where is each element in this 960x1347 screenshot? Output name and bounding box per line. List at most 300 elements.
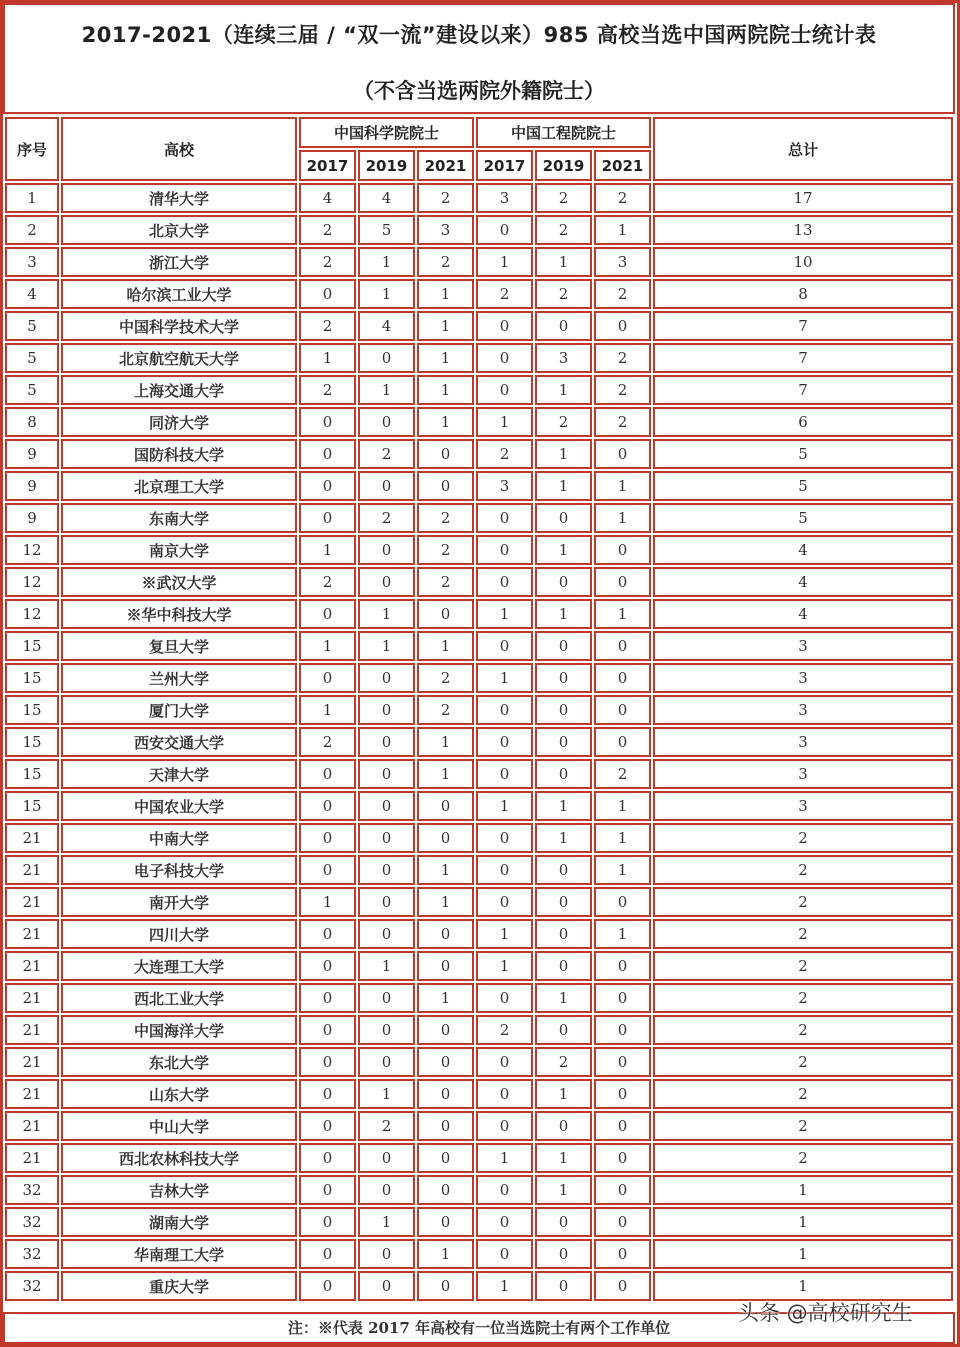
school-cell: 四川大学 bbox=[61, 919, 297, 949]
value-cell: 0 bbox=[358, 1143, 415, 1173]
table-row bbox=[5, 663, 953, 693]
value-cell: 0 bbox=[417, 951, 474, 981]
school-cell: 上海交通大学 bbox=[61, 375, 297, 405]
header-cas-2021: 2021 bbox=[417, 150, 474, 181]
value-cell: 0 bbox=[417, 1143, 474, 1173]
value-cell: 0 bbox=[594, 567, 651, 597]
value-cell: 0 bbox=[594, 1271, 651, 1301]
school-cell: 中国农业大学 bbox=[61, 791, 297, 821]
value-cell: 1 bbox=[358, 247, 415, 277]
value-cell: 1 bbox=[476, 407, 533, 437]
title-box bbox=[3, 3, 955, 114]
school-cell: 北京大学 bbox=[61, 215, 297, 245]
value-cell: 0 bbox=[417, 1047, 474, 1077]
total-cell: 13 bbox=[653, 215, 953, 245]
value-cell: 0 bbox=[417, 1175, 474, 1205]
value-cell: 0 bbox=[594, 311, 651, 341]
value-cell: 2 bbox=[417, 663, 474, 693]
total-cell: 2 bbox=[653, 951, 953, 981]
value-cell: 0 bbox=[594, 1239, 651, 1269]
table-row bbox=[5, 503, 953, 533]
value-cell: 0 bbox=[358, 567, 415, 597]
value-cell: 2 bbox=[594, 407, 651, 437]
value-cell: 0 bbox=[476, 1207, 533, 1237]
rank-cell: 4 bbox=[5, 279, 59, 309]
value-cell: 1 bbox=[535, 599, 592, 629]
school-cell: 湖南大学 bbox=[61, 1207, 297, 1237]
value-cell: 0 bbox=[358, 1047, 415, 1077]
value-cell: 0 bbox=[299, 503, 356, 533]
total-cell: 2 bbox=[653, 1079, 953, 1109]
header-cae-2019: 2019 bbox=[535, 150, 592, 181]
total-cell: 4 bbox=[653, 599, 953, 629]
value-cell: 1 bbox=[535, 1175, 592, 1205]
table-row bbox=[5, 631, 953, 661]
value-cell: 2 bbox=[299, 311, 356, 341]
total-cell: 3 bbox=[653, 727, 953, 757]
value-cell: 0 bbox=[476, 727, 533, 757]
value-cell: 2 bbox=[535, 215, 592, 245]
value-cell: 1 bbox=[358, 631, 415, 661]
value-cell: 0 bbox=[594, 1175, 651, 1205]
total-cell: 5 bbox=[653, 503, 953, 533]
value-cell: 1 bbox=[535, 791, 592, 821]
table-row bbox=[5, 343, 953, 373]
value-cell: 0 bbox=[358, 983, 415, 1013]
total-cell: 3 bbox=[653, 695, 953, 725]
value-cell: 1 bbox=[535, 1079, 592, 1109]
rank-cell: 12 bbox=[5, 567, 59, 597]
value-cell: 2 bbox=[594, 375, 651, 405]
value-cell: 1 bbox=[417, 375, 474, 405]
total-cell: 10 bbox=[653, 247, 953, 277]
value-cell: 0 bbox=[299, 855, 356, 885]
value-cell: 1 bbox=[417, 407, 474, 437]
rank-cell: 21 bbox=[5, 855, 59, 885]
value-cell: 0 bbox=[299, 919, 356, 949]
value-cell: 0 bbox=[417, 1207, 474, 1237]
school-cell: 复旦大学 bbox=[61, 631, 297, 661]
value-cell: 0 bbox=[299, 1079, 356, 1109]
table-row bbox=[5, 823, 953, 853]
value-cell: 1 bbox=[535, 983, 592, 1013]
table-row bbox=[5, 439, 953, 469]
value-cell: 0 bbox=[358, 695, 415, 725]
value-cell: 0 bbox=[594, 983, 651, 1013]
value-cell: 1 bbox=[417, 343, 474, 373]
value-cell: 2 bbox=[299, 567, 356, 597]
value-cell: 1 bbox=[417, 311, 474, 341]
value-cell: 0 bbox=[299, 1143, 356, 1173]
rank-cell: 2 bbox=[5, 215, 59, 245]
table-row bbox=[5, 279, 953, 309]
school-cell: 厦门大学 bbox=[61, 695, 297, 725]
school-cell: 南京大学 bbox=[61, 535, 297, 565]
value-cell: 0 bbox=[476, 1239, 533, 1269]
value-cell: 0 bbox=[358, 855, 415, 885]
school-cell: 中南大学 bbox=[61, 823, 297, 853]
rank-cell: 21 bbox=[5, 887, 59, 917]
total-cell: 2 bbox=[653, 855, 953, 885]
school-cell: 东南大学 bbox=[61, 503, 297, 533]
value-cell: 1 bbox=[417, 887, 474, 917]
table-row bbox=[5, 919, 953, 949]
value-cell: 2 bbox=[299, 247, 356, 277]
rank-cell: 5 bbox=[5, 375, 59, 405]
total-cell: 2 bbox=[653, 983, 953, 1013]
value-cell: 1 bbox=[299, 535, 356, 565]
value-cell: 0 bbox=[299, 951, 356, 981]
total-cell: 2 bbox=[653, 1143, 953, 1173]
rank-cell: 21 bbox=[5, 823, 59, 853]
value-cell: 0 bbox=[358, 1239, 415, 1269]
value-cell: 0 bbox=[417, 1271, 474, 1301]
value-cell: 1 bbox=[417, 727, 474, 757]
rank-cell: 32 bbox=[5, 1271, 59, 1301]
value-cell: 0 bbox=[476, 759, 533, 789]
rank-cell: 12 bbox=[5, 599, 59, 629]
value-cell: 2 bbox=[299, 727, 356, 757]
rank-cell: 21 bbox=[5, 1111, 59, 1141]
school-cell: 清华大学 bbox=[61, 183, 297, 213]
value-cell: 1 bbox=[417, 759, 474, 789]
value-cell: 2 bbox=[594, 279, 651, 309]
value-cell: 0 bbox=[535, 1015, 592, 1045]
value-cell: 0 bbox=[358, 791, 415, 821]
value-cell: 0 bbox=[594, 1207, 651, 1237]
total-cell: 17 bbox=[653, 183, 953, 213]
total-cell: 1 bbox=[653, 1271, 953, 1301]
rank-cell: 3 bbox=[5, 247, 59, 277]
value-cell: 0 bbox=[299, 439, 356, 469]
value-cell: 0 bbox=[594, 631, 651, 661]
footnote: 注：※代表 2017 年高校有一位当选院士有两个工作单位 bbox=[3, 1312, 955, 1344]
value-cell: 0 bbox=[594, 1047, 651, 1077]
table-row bbox=[5, 215, 953, 245]
value-cell: 0 bbox=[417, 791, 474, 821]
table-body bbox=[5, 183, 953, 1301]
value-cell: 2 bbox=[535, 279, 592, 309]
total-cell: 5 bbox=[653, 471, 953, 501]
rank-cell: 21 bbox=[5, 1015, 59, 1045]
value-cell: 0 bbox=[594, 439, 651, 469]
total-cell: 2 bbox=[653, 887, 953, 917]
value-cell: 0 bbox=[358, 471, 415, 501]
rank-cell: 32 bbox=[5, 1207, 59, 1237]
value-cell: 0 bbox=[535, 631, 592, 661]
value-cell: 2 bbox=[417, 535, 474, 565]
value-cell: 0 bbox=[476, 887, 533, 917]
value-cell: 0 bbox=[535, 663, 592, 693]
total-cell: 2 bbox=[653, 823, 953, 853]
table-row bbox=[5, 407, 953, 437]
value-cell: 0 bbox=[594, 887, 651, 917]
value-cell: 2 bbox=[358, 439, 415, 469]
rank-cell: 32 bbox=[5, 1175, 59, 1205]
rank-cell: 15 bbox=[5, 631, 59, 661]
table-row bbox=[5, 1047, 953, 1077]
rank-cell: 21 bbox=[5, 951, 59, 981]
total-cell: 5 bbox=[653, 439, 953, 469]
value-cell: 0 bbox=[594, 1015, 651, 1045]
value-cell: 0 bbox=[417, 1015, 474, 1045]
value-cell: 0 bbox=[476, 343, 533, 373]
total-cell: 2 bbox=[653, 919, 953, 949]
school-cell: 天津大学 bbox=[61, 759, 297, 789]
value-cell: 0 bbox=[476, 983, 533, 1013]
value-cell: 1 bbox=[594, 471, 651, 501]
value-cell: 1 bbox=[594, 791, 651, 821]
value-cell: 0 bbox=[417, 823, 474, 853]
value-cell: 0 bbox=[535, 311, 592, 341]
value-cell: 0 bbox=[358, 407, 415, 437]
table-row bbox=[5, 1079, 953, 1109]
total-cell: 4 bbox=[653, 567, 953, 597]
header-cas-2019: 2019 bbox=[358, 150, 415, 181]
value-cell: 5 bbox=[358, 215, 415, 245]
value-cell: 4 bbox=[358, 183, 415, 213]
table-row bbox=[5, 535, 953, 565]
value-cell: 0 bbox=[358, 1015, 415, 1045]
value-cell: 0 bbox=[299, 599, 356, 629]
value-cell: 0 bbox=[299, 1015, 356, 1045]
value-cell: 0 bbox=[299, 471, 356, 501]
value-cell: 0 bbox=[417, 599, 474, 629]
value-cell: 1 bbox=[358, 1079, 415, 1109]
value-cell: 0 bbox=[476, 567, 533, 597]
table-row bbox=[5, 183, 953, 213]
value-cell: 0 bbox=[594, 535, 651, 565]
value-cell: 1 bbox=[299, 695, 356, 725]
value-cell: 0 bbox=[476, 535, 533, 565]
value-cell: 0 bbox=[299, 791, 356, 821]
rank-cell: 8 bbox=[5, 407, 59, 437]
value-cell: 2 bbox=[476, 1015, 533, 1045]
value-cell: 0 bbox=[535, 1271, 592, 1301]
value-cell: 2 bbox=[417, 247, 474, 277]
value-cell: 3 bbox=[535, 343, 592, 373]
table-row bbox=[5, 727, 953, 757]
value-cell: 0 bbox=[476, 1079, 533, 1109]
value-cell: 0 bbox=[358, 343, 415, 373]
school-cell: ※华中科技大学 bbox=[61, 599, 297, 629]
value-cell: 0 bbox=[476, 311, 533, 341]
rank-cell: 21 bbox=[5, 1047, 59, 1077]
value-cell: 0 bbox=[594, 695, 651, 725]
school-cell: 西北工业大学 bbox=[61, 983, 297, 1013]
school-cell: 同济大学 bbox=[61, 407, 297, 437]
value-cell: 1 bbox=[535, 247, 592, 277]
value-cell: 1 bbox=[476, 919, 533, 949]
value-cell: 0 bbox=[535, 951, 592, 981]
school-cell: 重庆大学 bbox=[61, 1271, 297, 1301]
school-cell: 东北大学 bbox=[61, 1047, 297, 1077]
value-cell: 1 bbox=[476, 951, 533, 981]
school-cell: 华南理工大学 bbox=[61, 1239, 297, 1269]
value-cell: 2 bbox=[535, 1047, 592, 1077]
rank-cell: 1 bbox=[5, 183, 59, 213]
table-row bbox=[5, 887, 953, 917]
value-cell: 0 bbox=[299, 823, 356, 853]
rank-cell: 21 bbox=[5, 1079, 59, 1109]
value-cell: 1 bbox=[417, 983, 474, 1013]
value-cell: 1 bbox=[535, 535, 592, 565]
value-cell: 3 bbox=[476, 183, 533, 213]
value-cell: 1 bbox=[476, 663, 533, 693]
school-cell: 电子科技大学 bbox=[61, 855, 297, 885]
total-cell: 2 bbox=[653, 1015, 953, 1045]
value-cell: 0 bbox=[417, 1111, 474, 1141]
value-cell: 2 bbox=[535, 407, 592, 437]
value-cell: 1 bbox=[535, 471, 592, 501]
value-cell: 2 bbox=[476, 279, 533, 309]
rank-cell: 21 bbox=[5, 919, 59, 949]
value-cell: 0 bbox=[476, 503, 533, 533]
value-cell: 1 bbox=[535, 823, 592, 853]
table-row bbox=[5, 1015, 953, 1045]
value-cell: 2 bbox=[417, 183, 474, 213]
value-cell: 0 bbox=[358, 727, 415, 757]
value-cell: 2 bbox=[358, 503, 415, 533]
value-cell: 3 bbox=[417, 215, 474, 245]
rank-cell: 21 bbox=[5, 983, 59, 1013]
value-cell: 1 bbox=[535, 1143, 592, 1173]
total-cell: 6 bbox=[653, 407, 953, 437]
table-row bbox=[5, 311, 953, 341]
table-row bbox=[5, 471, 953, 501]
rank-cell: 5 bbox=[5, 311, 59, 341]
value-cell: 0 bbox=[535, 503, 592, 533]
school-cell: ※武汉大学 bbox=[61, 567, 297, 597]
value-cell: 0 bbox=[299, 279, 356, 309]
value-cell: 1 bbox=[299, 631, 356, 661]
value-cell: 0 bbox=[299, 1047, 356, 1077]
value-cell: 0 bbox=[535, 695, 592, 725]
table-row bbox=[5, 375, 953, 405]
value-cell: 3 bbox=[594, 247, 651, 277]
value-cell: 1 bbox=[594, 855, 651, 885]
value-cell: 2 bbox=[417, 695, 474, 725]
value-cell: 2 bbox=[358, 1111, 415, 1141]
value-cell: 0 bbox=[417, 919, 474, 949]
value-cell: 1 bbox=[299, 343, 356, 373]
rank-cell: 15 bbox=[5, 663, 59, 693]
value-cell: 1 bbox=[535, 375, 592, 405]
value-cell: 2 bbox=[535, 183, 592, 213]
value-cell: 0 bbox=[417, 439, 474, 469]
value-cell: 0 bbox=[358, 1175, 415, 1205]
value-cell: 1 bbox=[594, 503, 651, 533]
value-cell: 2 bbox=[299, 375, 356, 405]
value-cell: 2 bbox=[476, 439, 533, 469]
value-cell: 4 bbox=[358, 311, 415, 341]
academician-table bbox=[3, 115, 955, 1303]
school-cell: 哈尔滨工业大学 bbox=[61, 279, 297, 309]
total-cell: 3 bbox=[653, 631, 953, 661]
school-cell: 中山大学 bbox=[61, 1111, 297, 1141]
school-cell: 中国科学技术大学 bbox=[61, 311, 297, 341]
value-cell: 1 bbox=[594, 919, 651, 949]
table-row bbox=[5, 567, 953, 597]
value-cell: 2 bbox=[417, 503, 474, 533]
header-total: 总计 bbox=[653, 117, 953, 181]
school-cell: 兰州大学 bbox=[61, 663, 297, 693]
value-cell: 0 bbox=[535, 567, 592, 597]
school-cell: 南开大学 bbox=[61, 887, 297, 917]
value-cell: 0 bbox=[535, 1239, 592, 1269]
value-cell: 1 bbox=[358, 599, 415, 629]
table-row bbox=[5, 855, 953, 885]
value-cell: 2 bbox=[594, 759, 651, 789]
value-cell: 1 bbox=[476, 1143, 533, 1173]
header-cae-2021: 2021 bbox=[594, 150, 651, 181]
value-cell: 0 bbox=[299, 1239, 356, 1269]
header-cae: 中国工程院院士 bbox=[476, 117, 651, 148]
value-cell: 0 bbox=[299, 663, 356, 693]
school-cell: 中国海洋大学 bbox=[61, 1015, 297, 1045]
value-cell: 0 bbox=[476, 1111, 533, 1141]
value-cell: 2 bbox=[594, 343, 651, 373]
value-cell: 0 bbox=[476, 855, 533, 885]
total-cell: 7 bbox=[653, 343, 953, 373]
value-cell: 1 bbox=[358, 1207, 415, 1237]
value-cell: 1 bbox=[476, 247, 533, 277]
value-cell: 1 bbox=[476, 791, 533, 821]
value-cell: 1 bbox=[358, 951, 415, 981]
value-cell: 1 bbox=[417, 1239, 474, 1269]
value-cell: 0 bbox=[594, 1111, 651, 1141]
value-cell: 0 bbox=[476, 823, 533, 853]
value-cell: 1 bbox=[417, 855, 474, 885]
value-cell: 0 bbox=[358, 759, 415, 789]
rank-cell: 15 bbox=[5, 791, 59, 821]
value-cell: 0 bbox=[535, 887, 592, 917]
header-cas: 中国科学院院士 bbox=[299, 117, 474, 148]
total-cell: 3 bbox=[653, 663, 953, 693]
rank-cell: 15 bbox=[5, 727, 59, 757]
table-row bbox=[5, 1111, 953, 1141]
rank-cell: 21 bbox=[5, 1143, 59, 1173]
total-cell: 8 bbox=[653, 279, 953, 309]
value-cell: 0 bbox=[594, 1079, 651, 1109]
school-cell: 浙江大学 bbox=[61, 247, 297, 277]
table-row bbox=[5, 951, 953, 981]
total-cell: 7 bbox=[653, 375, 953, 405]
value-cell: 0 bbox=[476, 695, 533, 725]
rank-cell: 15 bbox=[5, 759, 59, 789]
school-cell: 北京理工大学 bbox=[61, 471, 297, 501]
school-cell: 西安交通大学 bbox=[61, 727, 297, 757]
value-cell: 0 bbox=[417, 471, 474, 501]
value-cell: 0 bbox=[535, 919, 592, 949]
value-cell: 1 bbox=[594, 599, 651, 629]
rank-cell: 5 bbox=[5, 343, 59, 373]
table-row bbox=[5, 759, 953, 789]
rank-cell: 15 bbox=[5, 695, 59, 725]
value-cell: 0 bbox=[299, 1111, 356, 1141]
total-cell: 2 bbox=[653, 1111, 953, 1141]
value-cell: 0 bbox=[358, 1271, 415, 1301]
rank-cell: 9 bbox=[5, 439, 59, 469]
value-cell: 0 bbox=[476, 1175, 533, 1205]
table-row bbox=[5, 983, 953, 1013]
table-row bbox=[5, 599, 953, 629]
table-row bbox=[5, 1207, 953, 1237]
value-cell: 3 bbox=[476, 471, 533, 501]
value-cell: 1 bbox=[358, 375, 415, 405]
school-cell: 西北农林科技大学 bbox=[61, 1143, 297, 1173]
value-cell: 1 bbox=[299, 887, 356, 917]
